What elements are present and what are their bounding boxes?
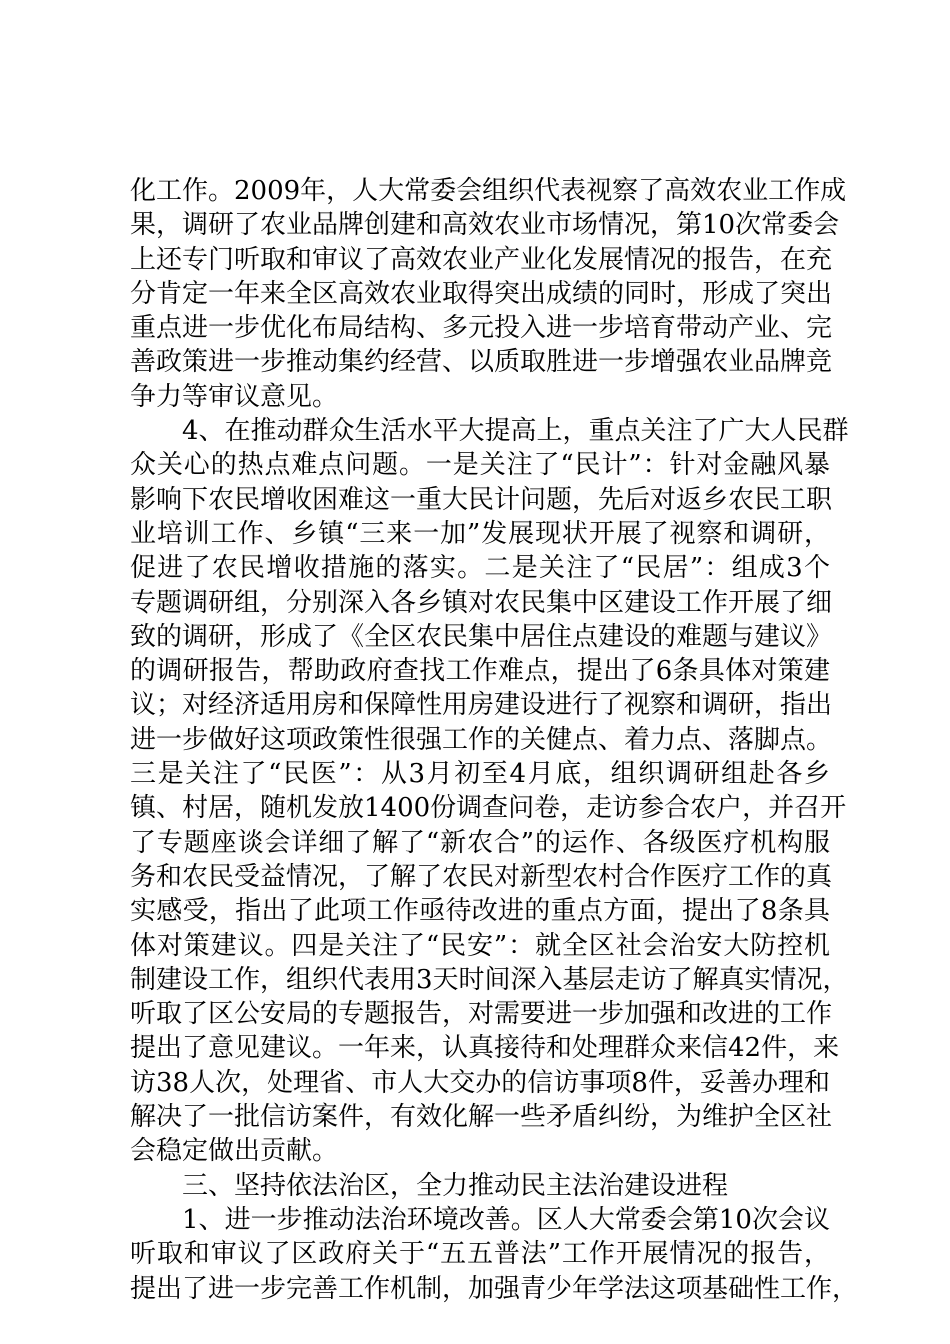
- text-line: 访38人次，处理省、市人大交办的信访事项8件，妥善办理和: [130, 1067, 830, 1098]
- text-line: 镇、村居，随机发放1400份调查问卷，走访参合农户，并召开: [130, 793, 847, 824]
- text-line: 专题调研组，分别深入各乡镇对农民集中区建设工作开展了细: [130, 587, 833, 618]
- text-line: 听取和审议了区政府关于“五五普法”工作开展情况的报告，: [130, 1239, 830, 1270]
- paragraph-start-line: 1、进一步推动法治环境改善。区人大常委会第10次会议: [182, 1204, 830, 1235]
- text-line: 善政策进一步推动集约经营、以质取胜进一步增强农业品牌竞: [130, 347, 833, 378]
- text-line: 了专题座谈会详细了解了“新农合”的运作、各级医疗机构服: [130, 827, 830, 858]
- text-line: 的调研报告，帮助政府查找工作难点，提出了6条具体对策建: [130, 656, 830, 687]
- text-line: 影响下农民增收困难这一重大民计问题，先后对返乡农民工职: [130, 484, 833, 515]
- text-line: 提出了意见建议。一年来，认真接待和处理群众来信42件，来: [130, 1033, 840, 1064]
- text-line: 果，调研了农业品牌创建和高效农业市场情况，第10次常委会: [130, 210, 840, 241]
- text-line: 体对策建议。四是关注了“民安”：就全区社会治安大防控机: [130, 930, 830, 961]
- text-line: 化工作。2009年，人大常委会组织代表视察了高效农业工作成: [130, 176, 847, 206]
- paragraph-start-line: 4、在推动群众生活水平大提高上，重点关注了广大人民群: [182, 416, 849, 447]
- text-line: 务和农民受益情况，了解了农民对新型农村合作医疗工作的真: [130, 861, 833, 892]
- section-heading: 三、坚持依法治区，全力推动民主法治建设进程: [182, 1170, 729, 1201]
- text-line: 业培训工作、乡镇“三来一加”发展现状开展了视察和调研，: [130, 518, 830, 549]
- text-line: 实感受，指出了此项工作亟待改进的重点方面，提出了8条具: [130, 896, 830, 927]
- text-line: 解决了一批信访案件，有效化解一些矛盾纠纷，为维护全区社: [130, 1102, 833, 1133]
- text-line: 争力等审议意见。: [130, 381, 339, 412]
- text-line: 提出了进一步完善工作机制，加强青少年学法这项基础性工作，: [130, 1273, 859, 1304]
- text-line: 制建设工作，组织代表用3天时间深入基层走访了解真实情况，: [130, 964, 849, 995]
- text-line: 进一步做好这项政策性很强工作的关健点、着力点、落脚点。: [130, 724, 833, 755]
- text-line: 众关心的热点难点问题。一是关注了“民计”：针对金融风暴: [130, 450, 830, 481]
- text-line: 致的调研，形成了《全区农民集中居住点建设的难题与建议》: [130, 621, 833, 652]
- document-body: [130, 174, 859, 1306]
- text-line: 三是关注了“民医”：从3月初至4月底，组织调研组赴各乡: [130, 759, 830, 790]
- text-line: 议；对经济适用房和保障性用房建设进行了视察和调研，指出: [130, 690, 833, 721]
- text-line: 会稳定做出贡献。: [130, 1136, 339, 1167]
- text-line: 上还专门听取和审议了高效农业产业化发展情况的报告，在充: [130, 244, 833, 275]
- text-line: 促进了农民增收措施的落实。二是关注了“民居”：组成3个: [130, 553, 830, 584]
- text-line: 听取了区公安局的专题报告，对需要进一步加强和改进的工作: [130, 999, 833, 1030]
- text-line: 重点进一步优化布局结构、多元投入进一步培育带动产业、完: [130, 313, 833, 344]
- text-line: 分肯定一年来全区高效农业取得突出成绩的同时，形成了突出: [130, 278, 833, 309]
